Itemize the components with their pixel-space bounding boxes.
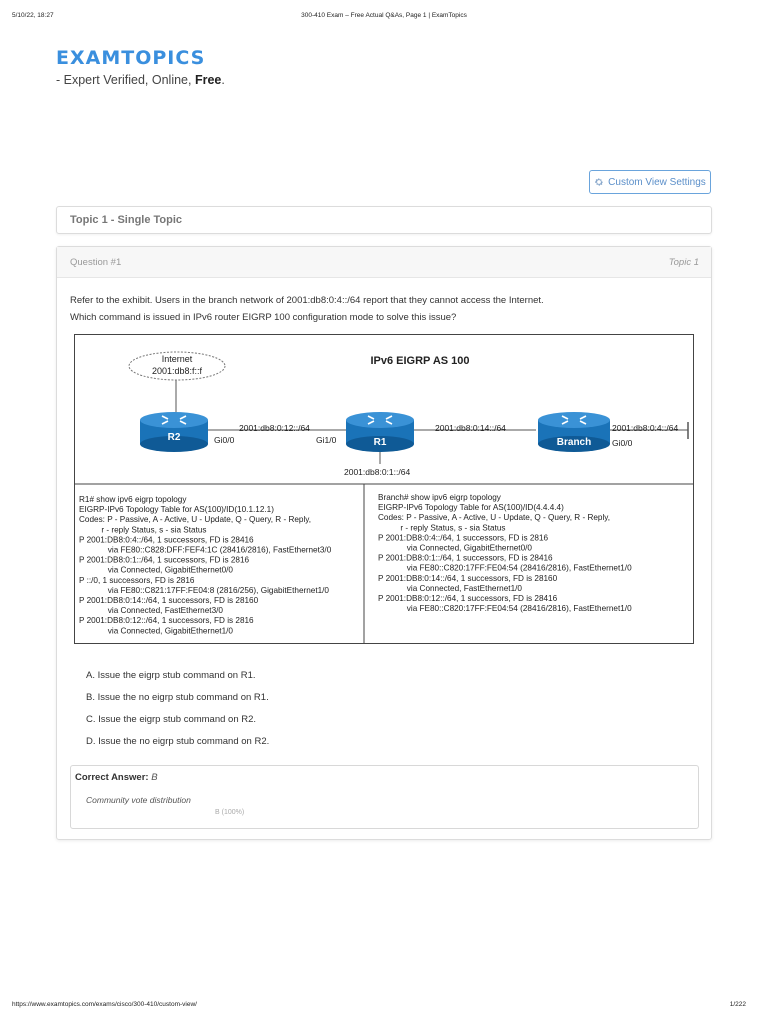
r1-cli-line: P ::/0, 1 successors, FD is 2816 <box>79 575 195 585</box>
router-branch-label: Branch <box>556 437 592 448</box>
r1-cli-line: via Connected, GigabitEthernet0/0 <box>107 565 233 575</box>
cloud-label-2: 2001:db8:f::f <box>151 366 203 376</box>
topic-title: Topic 1 - Single Topic <box>70 214 183 226</box>
r1-cli-line: Codes: P - Passive, A - Active, U - Update, Q - Query, R - Reply, <box>79 515 312 525</box>
router-r1-label: R1 <box>373 437 387 448</box>
examtopics-logo[interactable]: EXAMTOPICS <box>56 47 206 69</box>
branch-cli-line: via FE80::C820:17FF:FE04:54 (28416/2816), FastEthernet1/0 <box>406 563 632 573</box>
print-footer-url: https://www.examtopics.com/exams/cisco/300-410/custom-view/ <box>12 1001 197 1008</box>
exhibit-image <box>74 334 694 644</box>
r1-cli-line: R1# show ipv6 eigrp topology <box>79 495 187 504</box>
branch-interface-label: Gi0/0 <box>612 438 633 448</box>
question-topic: Topic 1 <box>668 257 699 268</box>
branch-cli-line: r - reply Status, s - sia Status <box>400 523 506 533</box>
r1-cli-line: EIGRP-IPv6 Topology Table for AS(100)/ID(10.1.12.1) <box>79 505 274 515</box>
custom-view-settings-label: Custom View Settings <box>608 176 706 188</box>
branch-cli-line: Codes: P - Passive, A - Active, U - Update, Q - Query, R - Reply, <box>378 513 611 523</box>
correct-answer <box>75 772 158 783</box>
r1-interface-label: Gi1/0 <box>316 435 337 445</box>
r1-cli-line: via Connected, GigabitEthernet1/0 <box>107 626 233 636</box>
choice-b[interactable]: B. Issue the no eigrp stub command on R1. <box>86 692 269 703</box>
r1-cli-line: via Connected, FastEthernet3/0 <box>107 606 223 616</box>
r1-cli-line: P 2001:DB8:0:14::/64, 1 successors, FD is 28160 <box>79 596 259 605</box>
branch-cli-line: via FE80::C820:17FF:FE04:54 (28416/2816), FastEthernet1/0 <box>406 604 632 614</box>
branch-cli-line: EIGRP-IPv6 Topology Table for AS(100)/ID(4.4.4.4) <box>378 503 564 513</box>
correct-answer-label: Correct Answer: <box>75 772 152 783</box>
exhibit-title: IPv6 EIGRP AS 100 <box>370 355 470 367</box>
choice-d[interactable]: D. Issue the no eigrp stub command on R2. <box>86 736 270 747</box>
print-footer-page: 1/222 <box>729 1001 746 1008</box>
tagline <box>56 73 225 87</box>
branch-cli-line: P 2001:DB8:0:1::/64, 1 successors, FD is 28416 <box>378 553 553 563</box>
r1-cli-line: P 2001:DB8:0:4::/64, 1 successors, FD is 28416 <box>79 535 254 545</box>
gear-icon <box>594 177 604 187</box>
tagline-bold: Free <box>194 73 222 87</box>
branch-cli-line: P 2001:DB8:0:14::/64, 1 successors, FD is 28160 <box>378 573 558 583</box>
custom-view-settings-button[interactable] <box>589 170 711 194</box>
tagline-prefix: - Expert Verified, Online, <box>56 73 195 87</box>
choice-a[interactable]: A. Issue the eigrp stub command on R1. <box>86 670 256 681</box>
link-r2-r1-label: 2001:db8:0:12::/64 <box>239 423 310 433</box>
r2-interface-label: Gi0/0 <box>214 435 235 445</box>
link-r1-branch-label: 2001:db8:0:14::/64 <box>435 423 506 433</box>
r1-cli-line: P 2001:DB8:0:12::/64, 1 successors, FD is 2816 <box>79 616 254 626</box>
community-vote-label: Community vote distribution <box>86 795 191 805</box>
correct-answer-value: B <box>151 772 158 783</box>
print-datetime: 5/10/22, 18:27 <box>12 12 54 19</box>
branch-cli-line: via Connected, FastEthernet1/0 <box>406 583 522 593</box>
question-text-line1: Refer to the exhibit. Users in the branch network of 2001:db8:0:4::/64 report that they cannot access the Internet. <box>70 295 544 306</box>
question-text-line2: Which command is issued in IPv6 router EIGRP 100 configuration mode to solve this issue? <box>70 312 457 323</box>
r1-cli-line: P 2001:DB8:0:1::/64, 1 successors, FD is 2816 <box>79 555 250 565</box>
branch-cli-line: Branch# show ipv6 eigrp topology <box>378 493 501 502</box>
cloud-label-1: Internet <box>161 354 193 364</box>
branch-cli-line: via Connected, GigabitEthernet0/0 <box>406 543 532 553</box>
print-title: 300-410 Exam – Free Actual Q&As, Page 1 | ExamTopics <box>301 12 467 19</box>
tagline-suffix: . <box>221 73 225 87</box>
r1-cli-line: via FE80::C821:17FF:FE04:8 (2816/256), GigabitEthernet1/0 <box>107 585 330 595</box>
vote-distribution: B (100%) <box>215 809 245 816</box>
r1-lan-label: 2001:db8:0:1::/64 <box>344 467 411 477</box>
branch-cli-line: P 2001:DB8:0:12::/64, 1 successors, FD is 28416 <box>378 594 558 603</box>
branch-lan-label: 2001:db8:0:4::/64 <box>612 423 679 433</box>
router-r2-label: R2 <box>167 432 181 443</box>
question-card-header <box>57 247 711 278</box>
r1-cli-line: r - reply Status, s - sia Status <box>101 525 207 535</box>
question-number: Question #1 <box>70 257 122 268</box>
branch-cli-line: P 2001:DB8:0:4::/64, 1 successors, FD is 2816 <box>378 533 549 543</box>
choice-c[interactable]: C. Issue the eigrp stub command on R2. <box>86 714 257 725</box>
r1-cli-line: via FE80::C828:DFF:FEF4:1C (28416/2816), FastEthernet3/0 <box>107 545 332 555</box>
